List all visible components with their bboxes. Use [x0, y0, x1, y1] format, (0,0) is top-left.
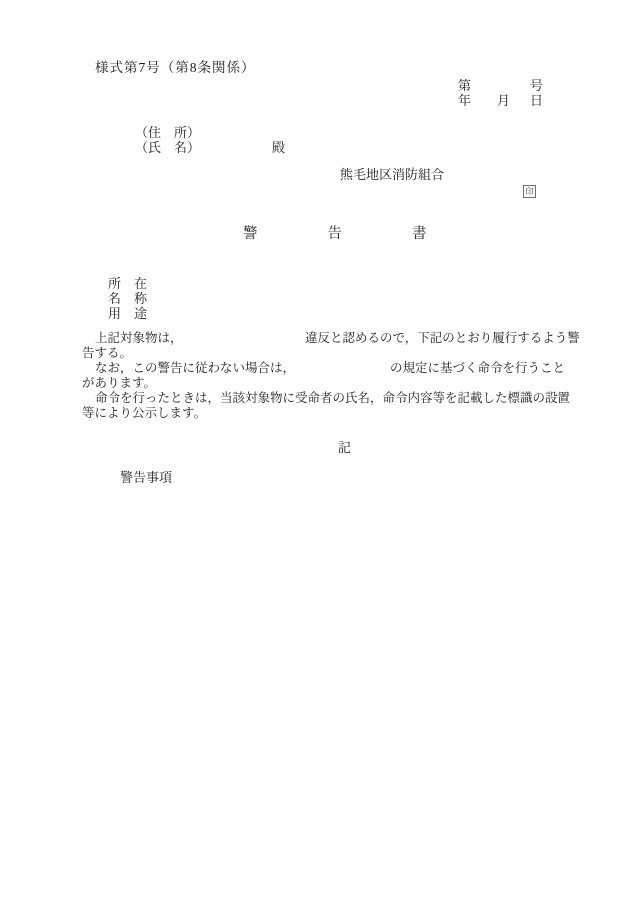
- issuer-organization: 熊毛地区消防組合: [340, 167, 445, 182]
- property-location-label: 所 在: [108, 276, 148, 291]
- property-use-label: 用 途: [108, 306, 148, 321]
- body-paragraph3-line2: 等により公示します。: [82, 406, 207, 420]
- property-name-label: 名 称: [108, 291, 148, 306]
- recipient-honorific: 殿: [272, 140, 286, 155]
- body-paragraph1-line1-after-blank: 違反と認めるので，下記のとおり履行するよう警: [305, 331, 580, 345]
- seal-mark: 印: [523, 185, 536, 198]
- form-number-label: 様式第7号（第8条関係）: [95, 60, 256, 75]
- date-day-label: 日: [530, 93, 544, 108]
- body-paragraph2-line1-after-blank: の規定に基づく命令を行うこと: [390, 361, 566, 375]
- doc-number-prefix: 第: [458, 78, 472, 93]
- date-year-label: 年: [458, 93, 472, 108]
- body-paragraph1-line1-before-blank: 上記対象物は，: [95, 331, 183, 345]
- document-title: 警告書: [243, 226, 497, 242]
- record-marker: 記: [338, 440, 352, 455]
- body-paragraph3-line1: 命令を行ったときは，当該対象物に受命者の氏名，命令内容等を記載した標識の設置: [95, 391, 571, 405]
- doc-number-suffix: 号: [530, 78, 544, 93]
- body-paragraph2-line1-before-blank: なお，この警告に従わない場合は，: [95, 361, 296, 375]
- body-paragraph2-line2: があります。: [82, 376, 157, 390]
- body-paragraph1-line2: 告する。: [82, 346, 133, 360]
- warning-items-label: 警告事項: [120, 470, 173, 485]
- recipient-name-label: （氏 名）: [135, 140, 201, 155]
- date-month-label: 月: [497, 93, 511, 108]
- recipient-address-label: （住 所）: [135, 125, 201, 140]
